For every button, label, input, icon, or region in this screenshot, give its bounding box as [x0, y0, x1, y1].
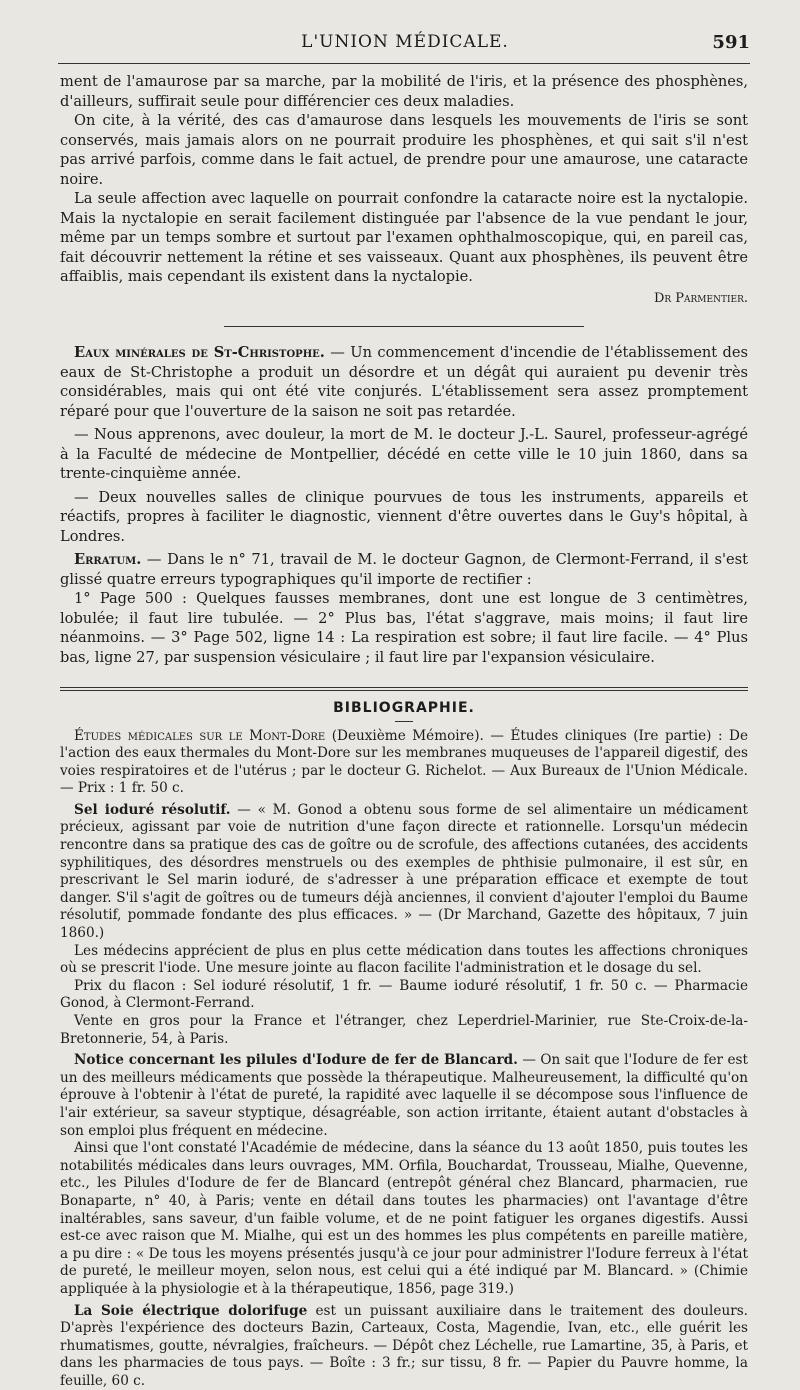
- news-guys-hospital: — Deux nouvelles salles de clinique pourvues de tous les instruments, appareils et réactifs, propres à faciliter le diagnostic, viennent d'être ouvertes dans le Guy's hôpital, à Londres.: [60, 488, 748, 547]
- bib-sel-p3: Prix du flacon : Sel ioduré résolutif, 1 fr. — Baume ioduré résolutif, 1 fr. 50 c. — Pharmacie Gonod, à Clermont-Ferrand.: [60, 978, 748, 1013]
- author-signature: Dr Parmentier.: [60, 289, 748, 309]
- news-eaux-minerales: [60, 343, 748, 421]
- bib-etudes: [60, 728, 748, 798]
- news-eaux-text: — Un commencement d'incendie de l'établissement des eaux de St-Christophe a produit un désordre et un dégât qui auraient pu devenir très considérables, mais qui ont été vite conjurés. L'établissement sera assez promptement réparé pour que l'ouverture de la saison ne soit pas retardée.: [60, 344, 748, 420]
- news-eaux-label: Eaux minérales de St-Christophe.: [74, 344, 325, 361]
- bib-notice-p2: Ainsi que l'ont constaté l'Académie de médecine, dans la séance du 13 août 1850, puis toutes les notabilités médicales dans leurs ouvrages, MM. Orfila, Bouchardat, Trousseau, Mialhe, Quevenne, etc., les Pilules d'Iodure de fer de Blancard (entrepôt général chez Blancard, pharmacien, rue Bonaparte, n° 40, à Paris; vente en détail dans toutes les pharmacies) ont l'avantage d'être inaltérables, sans saveur, d'un faible volume, et de ne point fatiguer les organes digestifs. Aussi est-ce avec raison que M. Mialhe, qui est un des hommes les plus compétents en pareille matière, a pu dire : « De tous les moyens présentés jusqu'à ce jour pour administrer l'Iodure ferreux à l'état de pureté, le meilleur moyen, selon nous, est celui qui a été indiqué par M. Blancard. » (Chimie appliquée à la physiologie et à la thérapeutique, 1856, page 319.): [60, 1140, 748, 1298]
- bib-soie-text: est un puissant auxiliaire dans le traitement des douleurs. D'après l'expérience des docteurs Bazin, Carteaux, Costa, Magendie, Ivan, etc., elle guérit les rhumatismes, goutte, névralgies, fraîcheurs. — Dépôt chez Léchelle, rue Lamartine, 35, à Paris, et dans les pharmacies de tous pays. — Boîte : 3 fr.; sur tissu, 8 fr. — Papier du Pauvre homme, la feuille, 60 c.: [60, 1303, 748, 1389]
- page-number: 591: [712, 32, 750, 53]
- bib-sel-p4: Vente en gros pour la France et l'étranger, chez Leperdriel-Marinier, rue Ste-Croix-de-la-Bretonnerie, 54, à Paris.: [60, 1013, 748, 1048]
- paragraph-2: On cite, à la vérité, des cas d'amaurose dans lesquels les mouvements de l'iris se sont conservés, mais jamais alors on ne pourrait produire les phosphènes, et qui sait s'il n'est pas arrivé parfois, comme dans le fait actuel, de prendre pour une amaurose, une cataracte noire.: [60, 111, 748, 189]
- header-rule: [58, 63, 750, 64]
- bib-etudes-label: Études médicales sur le Mont-Dore: [74, 728, 325, 744]
- erratum: [60, 550, 748, 589]
- page-header: [60, 32, 750, 60]
- erratum-list: 1° Page 500 : Quelques fausses membranes, dont une est longue de 3 centimètres, lobulée; il faut lire tubulée. — 2° Plus bas, l'état s'aggrave, mais moins; il faut lire néanmoins. — 3° Page 502, ligne 14 : La respiration est sobre; il faut lire facile. — 4° Plus bas, ligne 27, par suspension vésiculaire ; il faut lire par l'expansion vésiculaire.: [60, 589, 748, 667]
- bib-sel: [60, 802, 748, 943]
- title-dash: [395, 721, 413, 722]
- bib-notice-text: — On sait que l'Iodure de fer est un des meilleurs médicaments que possède la thérapeutique. Malheureusement, la difficulté qu'on éprouve à l'obtenir à l'état de pureté, la rapidité avec laquelle il se décompose sous l'influence de l'air extérieur, sa saveur styptique, désagréable, son action irritante, étaient autant d'obstacles à son emploi plus fréquent en médecine.: [60, 1052, 748, 1138]
- news-saurel: — Nous apprenons, avec douleur, la mort de M. le docteur J.-L. Saurel, professeur-agrégé à la Faculté de médecine de Montpellier, décédé en cette ville le 10 juin 1860, dans sa trente-cinquième année.: [60, 425, 748, 484]
- paragraph-3: La seule affection avec laquelle on pourrait confondre la cataracte noire est la nyctalopie. Mais la nyctalopie en serait facilement distinguée par l'absence de la vue pendant le jour, même par un temps sombre et surtout par l'examen ophthalmoscopique, qui, en pareil cas, fait découvrir nettement la rétine et ses vaisseaux. Quant aux phosphènes, ils peuvent être affaiblis, mais cependant ils existent dans la nyctalopie.: [60, 189, 748, 287]
- bib-sel-p2: Les médecins apprécient de plus en plus cette médication dans toutes les affections chroniques où se prescrit l'iode. Une mesure jointe au flacon facilite l'administration et le dosage du sel.: [60, 943, 748, 978]
- bib-notice-label: Notice concernant les pilules d'Iodure de fer de Blancard.: [74, 1052, 518, 1068]
- paragraph-1: ment de l'amaurose par sa marche, par la mobilité de l'iris, et la présence des phosphènes, d'ailleurs, suffirait seule pour différencier ces deux maladies.: [60, 72, 748, 111]
- bibliography-rule: [60, 687, 748, 691]
- running-title: L'UNION MÉDICALE.: [60, 32, 750, 52]
- bib-soie-label: La Soie électrique dolorifuge: [74, 1303, 307, 1319]
- section-divider: [224, 326, 584, 327]
- bibliography-section: [60, 728, 748, 1390]
- bib-soie: [60, 1303, 748, 1390]
- bib-notice: [60, 1052, 748, 1140]
- erratum-label: Erratum.: [74, 551, 141, 568]
- bib-sel-label: Sel ioduré résolutif.: [74, 802, 231, 818]
- bib-sel-text: — « M. Gonod a obtenu sous forme de sel alimentaire un médicament précieux, agissant par voie de nutrition d'une façon directe et rationnelle. Lorsqu'un médecin rencontre dans sa pratique des cas de goître ou de scrofule, des affections cutanées, des accidents syphilitiques, des désordres menstruels ou des exemples de phthisie pulmonaire, il est sûr, en prescrivant le Sel marin ioduré, de s'adresser à une préparation efficace et exempte de tout danger. S'il s'agit de goîtres ou de tumeurs déjà anciennes, il convient d'ajouter l'emploi du Baume résolutif, pommade fondante des plus efficaces. » — (Dr Marchand, Gazette des hôpitaux, 7 juin 1860.): [60, 802, 748, 941]
- article-body: [60, 72, 748, 1390]
- bibliography-title: BIBLIOGRAPHIE.: [60, 699, 748, 719]
- erratum-text: — Dans le n° 71, travail de M. le docteur Gagnon, de Clermont-Ferrand, il s'est glissé quatre erreurs typographiques qu'il importe de rectifier :: [60, 551, 748, 588]
- bib-etudes-text: (Deuxième Mémoire). — Études cliniques (Ire partie) : De l'action des eaux thermales du Mont-Dore sur les membranes muqueuses de l'appareil digestif, des voies respiratoires et de l'utérus ; par le docteur G. Richelot. — Aux Bureaux de l'Union Médicale. — Prix : 1 fr. 50 c.: [60, 728, 748, 797]
